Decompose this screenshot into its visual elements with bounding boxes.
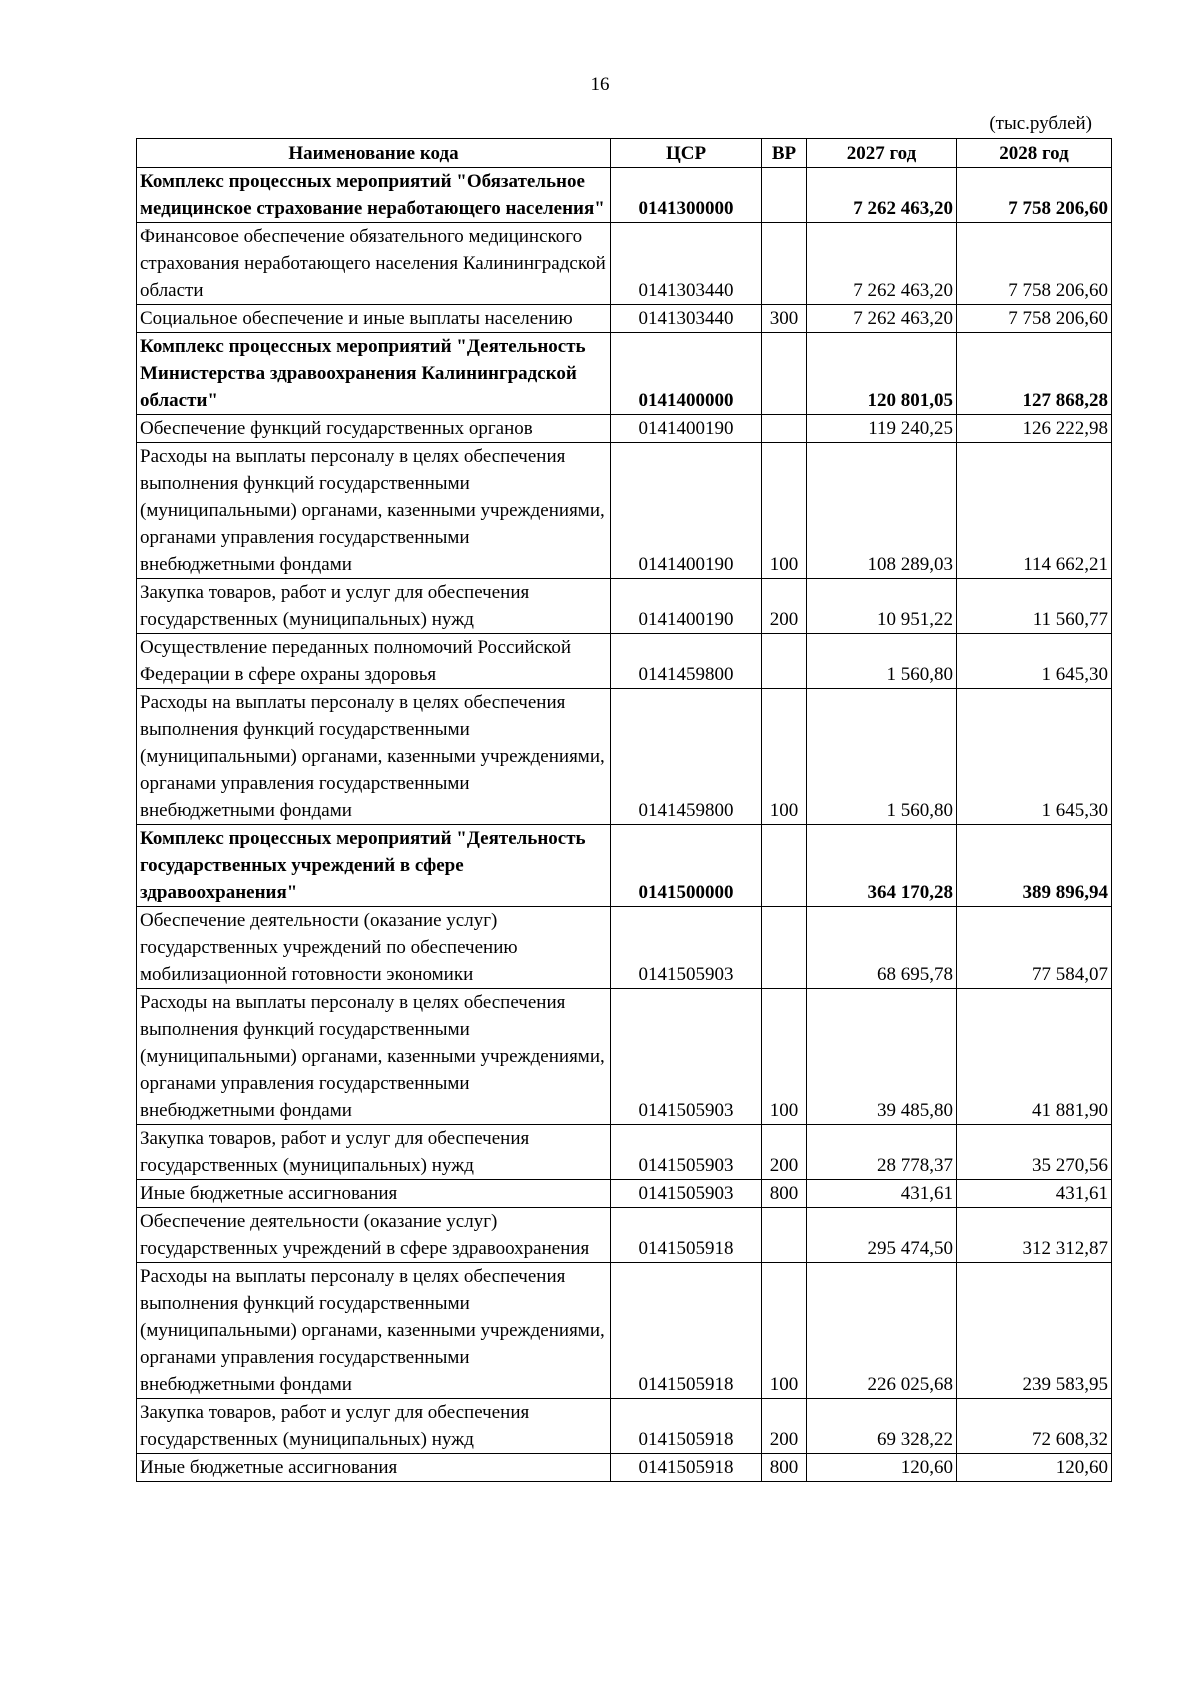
cell-vr [762,333,807,415]
cell-2028: 126 222,98 [957,415,1112,443]
cell-2027: 69 328,22 [807,1399,957,1454]
cell-vr [762,1208,807,1263]
cell-2027: 7 262 463,20 [807,305,957,333]
cell-2027: 68 695,78 [807,907,957,989]
cell-2027: 1 560,80 [807,689,957,825]
cell-2027: 295 474,50 [807,1208,957,1263]
cell-2028: 7 758 206,60 [957,305,1112,333]
cell-vr: 100 [762,989,807,1125]
cell-2028: 127 868,28 [957,333,1112,415]
cell-2028: 35 270,56 [957,1125,1112,1180]
cell-2027: 39 485,80 [807,989,957,1125]
cell-2027: 28 778,37 [807,1125,957,1180]
cell-2027: 7 262 463,20 [807,223,957,305]
cell-name: Закупка товаров, работ и услуг для обеспечения государственных (муниципальных) нужд [137,1125,611,1180]
header-2027: 2027 год [807,139,957,168]
units-label: (тыс.рублей) [989,113,1092,134]
cell-2028: 389 896,94 [957,825,1112,907]
cell-2028: 1 645,30 [957,634,1112,689]
cell-vr [762,223,807,305]
cell-vr [762,634,807,689]
cell-name: Обеспечение функций государственных органов [137,415,611,443]
table-row [137,1263,1112,1399]
cell-csr: 0141303440 [611,223,762,305]
cell-vr: 800 [762,1454,807,1482]
table-row [137,333,1112,415]
cell-2028: 7 758 206,60 [957,168,1112,223]
header-vr: ВР [762,139,807,168]
header-name: Наименование кода [137,139,611,168]
cell-vr [762,907,807,989]
cell-2027: 1 560,80 [807,634,957,689]
cell-csr: 0141500000 [611,825,762,907]
cell-vr: 200 [762,1125,807,1180]
cell-2028: 239 583,95 [957,1263,1112,1399]
table-row [137,689,1112,825]
header-2028: 2028 год [957,139,1112,168]
cell-2028: 11 560,77 [957,579,1112,634]
cell-csr: 0141459800 [611,689,762,825]
cell-csr: 0141505918 [611,1454,762,1482]
table-row [137,989,1112,1125]
cell-csr: 0141505903 [611,907,762,989]
cell-name: Комплекс процессных мероприятий "Деятельность государственных учреждений в сфере здравоохранения" [137,825,611,907]
cell-2027: 119 240,25 [807,415,957,443]
cell-csr: 0141400000 [611,333,762,415]
cell-2027: 7 262 463,20 [807,168,957,223]
page-number: 16 [590,74,610,95]
table-row [137,223,1112,305]
cell-csr: 0141303440 [611,305,762,333]
table-row [137,305,1112,333]
cell-name: Расходы на выплаты персоналу в целях обеспечения выполнения функций государственными (муниципальными) органами, казенными учреждениями, органами управления государственными внебюджетными фондами [137,443,611,579]
cell-2028: 114 662,21 [957,443,1112,579]
table-row [137,825,1112,907]
cell-name: Комплекс процессных мероприятий "Деятельность Министерства здравоохранения Калининградской области" [137,333,611,415]
cell-csr: 0141505918 [611,1208,762,1263]
header-csr: ЦСР [611,139,762,168]
cell-2028: 431,61 [957,1180,1112,1208]
table-row [137,634,1112,689]
cell-vr: 200 [762,579,807,634]
cell-2027: 431,61 [807,1180,957,1208]
table-row [137,1454,1112,1482]
cell-vr: 200 [762,1399,807,1454]
cell-csr: 0141400190 [611,579,762,634]
cell-name: Расходы на выплаты персоналу в целях обеспечения выполнения функций государственными (муниципальными) органами, казенными учреждениями, органами управления государственными внебюджетными фондами [137,689,611,825]
cell-name: Социальное обеспечение и иные выплаты населению [137,305,611,333]
budget-table [136,138,1112,1482]
cell-vr: 100 [762,443,807,579]
cell-2028: 312 312,87 [957,1208,1112,1263]
cell-name: Закупка товаров, работ и услуг для обеспечения государственных (муниципальных) нужд [137,579,611,634]
table-row [137,579,1112,634]
table-row [137,168,1112,223]
cell-2028: 120,60 [957,1454,1112,1482]
cell-csr: 0141505903 [611,1125,762,1180]
cell-csr: 0141505918 [611,1263,762,1399]
cell-csr: 0141400190 [611,443,762,579]
cell-csr: 0141505903 [611,989,762,1125]
cell-2027: 10 951,22 [807,579,957,634]
cell-name: Комплекс процессных мероприятий "Обязательное медицинское страхование неработающего населения" [137,168,611,223]
cell-name: Расходы на выплаты персоналу в целях обеспечения выполнения функций государственными (муниципальными) органами, казенными учреждениями, органами управления государственными внебюджетными фондами [137,1263,611,1399]
cell-2028: 41 881,90 [957,989,1112,1125]
cell-name: Осуществление переданных полномочий Российской Федерации в сфере охраны здоровья [137,634,611,689]
cell-2028: 1 645,30 [957,689,1112,825]
cell-2027: 120,60 [807,1454,957,1482]
cell-vr [762,168,807,223]
cell-2027: 226 025,68 [807,1263,957,1399]
cell-name: Иные бюджетные ассигнования [137,1180,611,1208]
table-row [137,443,1112,579]
cell-vr: 100 [762,1263,807,1399]
cell-csr: 0141505903 [611,1180,762,1208]
cell-name: Обеспечение деятельности (оказание услуг) государственных учреждений по обеспечению мобилизационной готовности экономики [137,907,611,989]
cell-name: Иные бюджетные ассигнования [137,1454,611,1482]
cell-name: Расходы на выплаты персоналу в целях обеспечения выполнения функций государственными (муниципальными) органами, казенными учреждениями, органами управления государственными внебюджетными фондами [137,989,611,1125]
cell-vr: 100 [762,689,807,825]
cell-name: Финансовое обеспечение обязательного медицинского страхования неработающего населения Калининградской области [137,223,611,305]
table-row [137,907,1112,989]
cell-name: Закупка товаров, работ и услуг для обеспечения государственных (муниципальных) нужд [137,1399,611,1454]
cell-csr: 0141400190 [611,415,762,443]
cell-2027: 120 801,05 [807,333,957,415]
cell-vr [762,415,807,443]
table-row [137,415,1112,443]
cell-2028: 72 608,32 [957,1399,1112,1454]
cell-name: Обеспечение деятельности (оказание услуг) государственных учреждений в сфере здравоохранения [137,1208,611,1263]
cell-vr: 800 [762,1180,807,1208]
table-row [137,1208,1112,1263]
cell-vr [762,825,807,907]
table-body [137,168,1112,1482]
cell-csr: 0141300000 [611,168,762,223]
cell-2027: 108 289,03 [807,443,957,579]
table-row [137,1125,1112,1180]
table-row [137,1399,1112,1454]
cell-csr: 0141505918 [611,1399,762,1454]
cell-2028: 77 584,07 [957,907,1112,989]
table-header-row [137,139,1112,168]
cell-vr: 300 [762,305,807,333]
cell-2027: 364 170,28 [807,825,957,907]
table-row [137,1180,1112,1208]
cell-csr: 0141459800 [611,634,762,689]
cell-2028: 7 758 206,60 [957,223,1112,305]
